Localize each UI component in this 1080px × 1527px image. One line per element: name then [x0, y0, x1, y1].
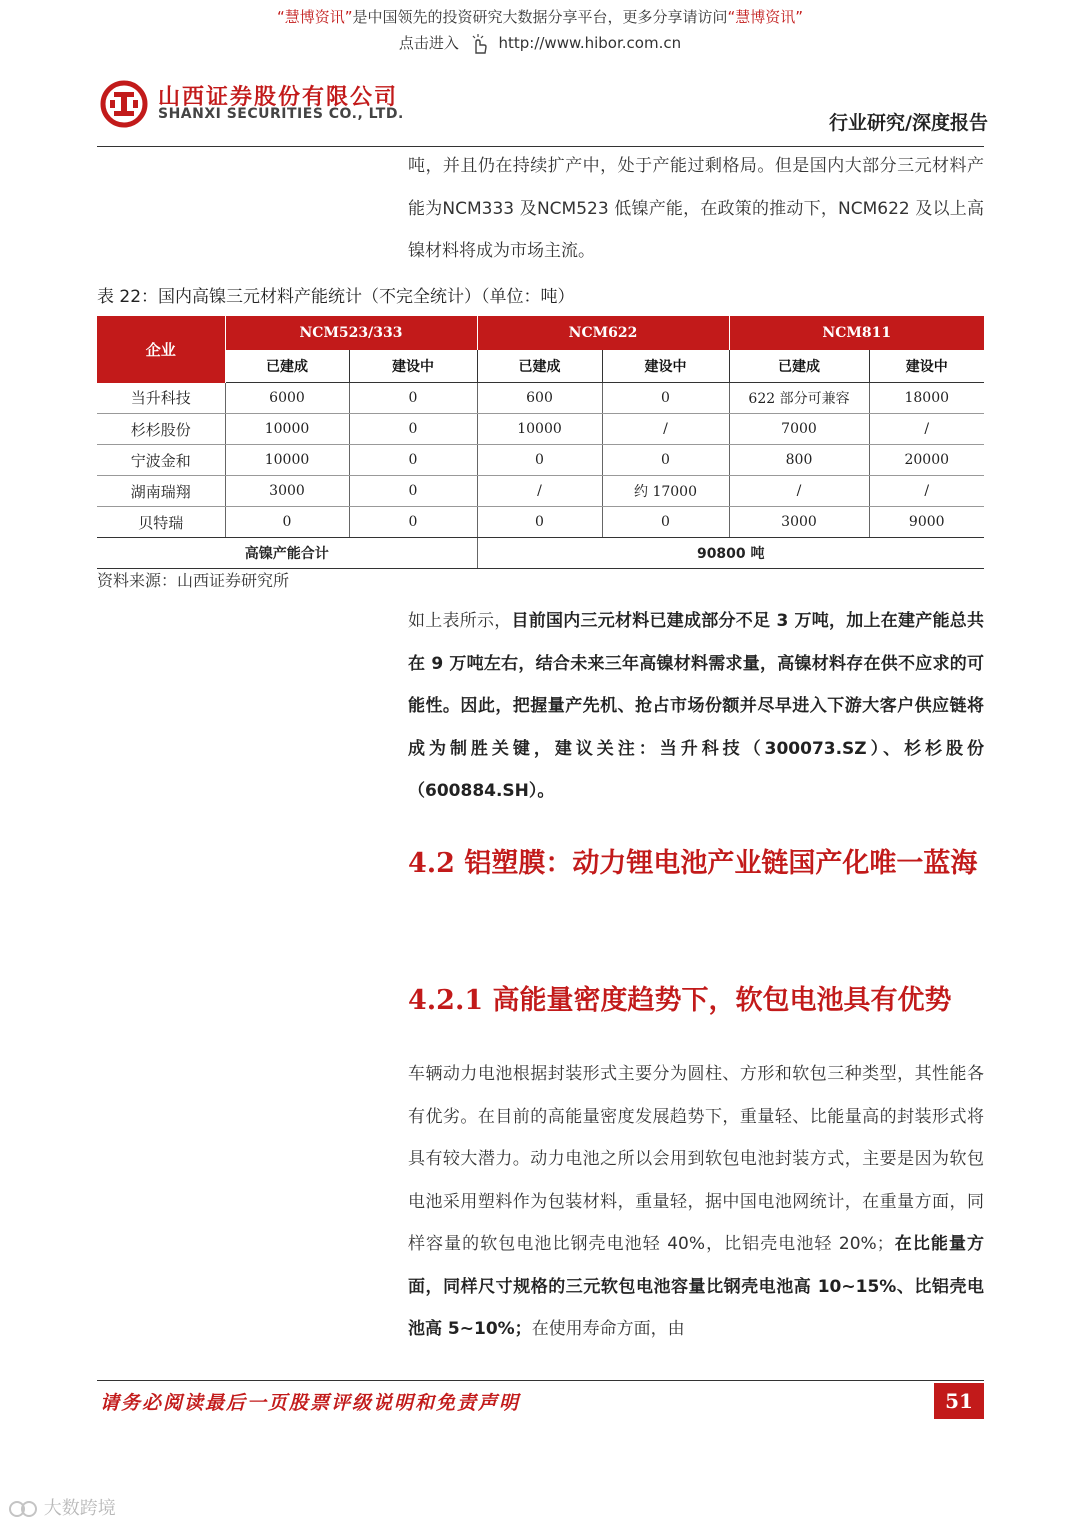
analysis-bold: 目前国内三元材料已建成部分不足 3 万吨，加上在建产能总共在 9 万吨左右，结合未来三年高镍材料需求量，高镍材料存在供不应求的可能性。因此，把握量产先机、抢占市场份额并尽早进入下游大客户供应链将成为制胜关键，建议关注：当升科技（300073.SZ）、杉杉股份（600884.SH）。: [408, 611, 984, 801]
sub-header: 已建成: [225, 350, 349, 383]
enter-label[interactable]: 点击进入: [398, 34, 459, 52]
page-number: 51: [934, 1383, 984, 1419]
pointer-hand-icon: [468, 33, 490, 55]
table-row: [97, 445, 984, 476]
body-part1: 车辆动力电池根据封装形式主要分为圆柱、方形和软包三种类型，其性能各有优劣。在目前的高能量密度发展趋势下，重量轻、比能量高的封装形式将具有较大潜力。动力电池之所以会用到软包电池封装方式，主要是因为软包电池采用塑料作为包装材料，重量轻，据中国电池网统计，在重量方面，同样容量的软包电池比钢壳电池轻 40%，比铝壳电池轻 20%；: [408, 1064, 984, 1254]
table-cell: /: [869, 476, 984, 507]
table-cell: 0: [349, 445, 477, 476]
table-total-row: [97, 538, 984, 569]
table-cell: 0: [349, 383, 477, 414]
table-cell: 0: [477, 507, 602, 538]
site-url-link[interactable]: http://www.hibor.com.cn: [498, 34, 682, 52]
intro-paragraph: 吨，并且仍在持续扩产中，处于产能过剩格局。但是国内大部分三元材料产能为NCM333 及NCM523 低镍产能，在政策的推动下，NCM622 及以上高镍材料将成为市场主流。: [408, 156, 984, 261]
platform-banner: [0, 6, 1080, 27]
sub-header: 建设中: [869, 350, 984, 383]
watermark-logo-icon: [8, 1498, 38, 1520]
table-cell: /: [729, 476, 869, 507]
table-cell: 20000: [869, 445, 984, 476]
banner-link-row[interactable]: [0, 32, 1080, 55]
table-cell: 0: [602, 445, 729, 476]
body-paragraph: [408, 1053, 984, 1351]
table-row: [97, 507, 984, 538]
table-cell: 约 17000: [602, 476, 729, 507]
company-cell: 宁波金和: [97, 445, 225, 476]
company-cell: 杉杉股份: [97, 414, 225, 445]
table-cell: 3000: [225, 476, 349, 507]
table-cell: 0: [225, 507, 349, 538]
banner-brand-close: “慧博资讯”: [727, 8, 804, 26]
company-cell: 当升科技: [97, 383, 225, 414]
disclaimer-text: 请务必阅读最后一页股票评级说明和免责声明: [100, 1392, 521, 1414]
company-cell: 贝特瑞: [97, 507, 225, 538]
body-part2-bold: 在比能量方面，同样尺寸规格的三元软包电池容量比钢壳电池高 10~15%、比铝壳电池高 5~10%；: [408, 1234, 984, 1339]
capacity-table: [97, 316, 984, 569]
analysis-lead: 如上表所示，: [408, 611, 512, 631]
group-header: NCM523/333: [225, 316, 477, 350]
table-source: 资料来源：山西证券研究所: [97, 571, 290, 590]
watermark: [8, 1494, 116, 1520]
table-cell: 6000: [225, 383, 349, 414]
table-cell: 7000: [729, 414, 869, 445]
table-cell: 10000: [477, 414, 602, 445]
table-cell: 10000: [225, 414, 349, 445]
sub-header: 建设中: [602, 350, 729, 383]
company-name-cn: 山西证券股份有限公司: [158, 85, 399, 110]
analysis-paragraph: [408, 600, 984, 813]
banner-text: 是中国领先的投资研究大数据分享平台，更多分享请访问: [352, 8, 728, 26]
table-row: [97, 414, 984, 445]
total-value: 90800 吨: [477, 538, 984, 569]
table-cell: 800: [729, 445, 869, 476]
company-name-en: SHANXI SECURITIES CO., LTD.: [158, 106, 404, 122]
footer-divider: [97, 1380, 984, 1381]
banner-brand-open: “慧博资讯”: [276, 8, 353, 26]
table-caption: 表 22：国内高镍三元材料产能统计（不完全统计）（单位：吨）: [97, 287, 575, 307]
table-cell: 0: [602, 383, 729, 414]
table-cell: 3000: [729, 507, 869, 538]
company-cell: 湖南瑞翔: [97, 476, 225, 507]
group-header: NCM622: [477, 316, 729, 350]
table-cell: 0: [602, 507, 729, 538]
section-heading-4-2-1: 4.2.1 高能量密度趋势下，软包电池具有优势: [408, 985, 952, 1016]
table-cell: 622 部分可兼容: [729, 383, 869, 414]
table-corner-header: 企业: [97, 316, 225, 383]
table-cell: 10000: [225, 445, 349, 476]
table-cell: /: [869, 414, 984, 445]
table-cell: 18000: [869, 383, 984, 414]
report-type: 行业研究/深度报告: [829, 112, 988, 134]
table-cell: /: [602, 414, 729, 445]
table-cell: 0: [349, 414, 477, 445]
section-heading-4-2: 4.2 铝塑膜：动力锂电池产业链国产化唯一蓝海: [408, 848, 978, 879]
sub-header: 建设中: [349, 350, 477, 383]
table-cell: 0: [349, 507, 477, 538]
sub-header: 已建成: [729, 350, 869, 383]
table-cell: 0: [349, 476, 477, 507]
sub-header: 已建成: [477, 350, 602, 383]
table-cell: 600: [477, 383, 602, 414]
total-label: 高镍产能合计: [97, 538, 477, 569]
table-cell: 0: [477, 445, 602, 476]
group-header: NCM811: [729, 316, 984, 350]
watermark-text: 大数跨境: [43, 1498, 116, 1519]
company-logo-icon: [100, 80, 148, 128]
table-row: [97, 383, 984, 414]
table-row: [97, 476, 984, 507]
table-cell: /: [477, 476, 602, 507]
table-cell: 9000: [869, 507, 984, 538]
body-part3: 在使用寿命方面，由: [531, 1319, 685, 1339]
